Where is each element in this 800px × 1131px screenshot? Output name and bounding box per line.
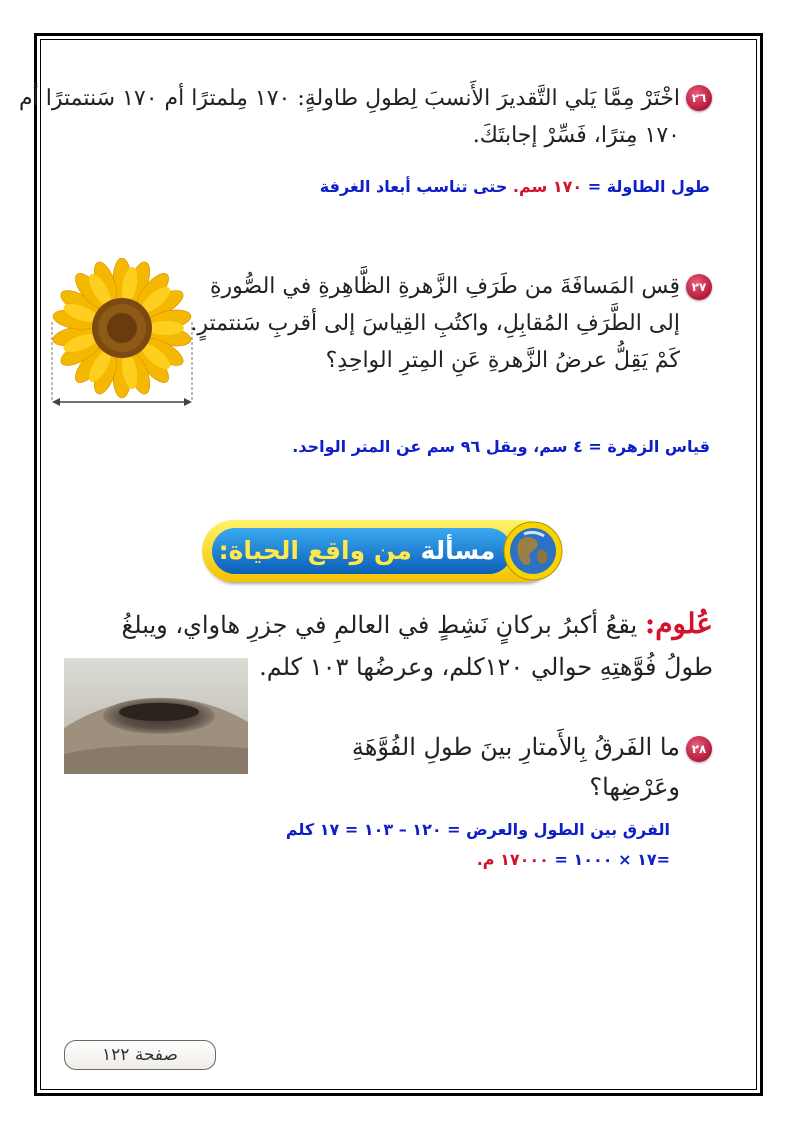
science-line-1-text: يقعُ أكبرُ بركانٍ نَشِطٍ في العالمِ في جزرِ هاواي، ويبلغُ <box>121 611 645 639</box>
science-line-2: طولُ فُوَّهتِهِ حوالي ١٢٠كلم، وعرضُها ١٠٣ كلم. <box>259 653 713 681</box>
answer-26 <box>70 177 710 196</box>
question-number-badge-27: ٢٧ <box>686 274 712 300</box>
answer-26-tail: حتى تناسب أبعاد الغرفة <box>319 177 513 196</box>
sunflower-image <box>46 258 198 410</box>
science-label: عُلوم: <box>644 607 713 640</box>
real-life-problem-banner <box>202 514 564 586</box>
question-27-text <box>190 268 680 379</box>
answer-28-line-1: الفرق بين الطول والعرض = ١٢٠ – ١٠٣ = ١٧ كلم <box>285 820 670 839</box>
science-line-1 <box>80 603 713 646</box>
question-26-line-2: ١٧٠ مِترًا، فَسِّرْ إجابتَكَ. <box>472 123 680 148</box>
answer-26-lead: طول الطاولة = <box>582 177 710 196</box>
question-27-line-2: إلى الطَّرَفِ المُقابِلِ، واكتُبِ القِياسَ إلى أقربِ سَنتمترٍ. <box>190 311 680 336</box>
banner-title <box>212 528 502 574</box>
banner-title-highlight: من واقع الحياة: <box>218 536 412 565</box>
banner-title-main: مسألة <box>411 536 496 565</box>
answer-27: قياس الزهرة = ٤ سم، ويقل ٩٦ سم عن المتر الواحد. <box>292 437 710 456</box>
question-26-line-1: اخْتَرْ مِمَّا يَلي التَّقديرَ الأَنسبَ لِطولِ طاولةٍ: ١٧٠ مِلمترًا أم ١٧٠ سَنتمترًا أم <box>19 86 680 111</box>
answer-28-line-2 <box>180 845 670 875</box>
question-28-text: ما الفَرقُ بِالأَمتارِ بينَ طولِ الفُوَّهَةِ وعَرْضِها؟ <box>351 733 680 801</box>
answer-26-value: ١٧٠ سم. <box>512 177 583 196</box>
page-number-box: صفحة ١٢٢ <box>64 1040 216 1070</box>
question-number-badge-26: ٢٦ <box>686 85 712 111</box>
answer-28-line-2-b: ١٧٠٠٠ م. <box>476 850 549 869</box>
question-27-line-1: قِس المَسافَةَ من طَرَفِ الزَّهرةِ الظَّاهِرةِ في الصُّورةِ <box>210 274 680 299</box>
volcano-crater-image <box>64 658 248 774</box>
question-27-line-3: كَمْ يَقِلُّ عرضُ الزَّهرةِ عَنِ المِترِ الواحِدِ؟ <box>325 348 680 373</box>
answer-28 <box>180 815 670 875</box>
question-number-badge-28: ٢٨ <box>686 736 712 762</box>
question-26-text <box>19 80 680 154</box>
answer-28-line-2-a: =١٧ × ١٠٠٠ = <box>548 850 670 869</box>
globe-icon <box>502 520 564 582</box>
